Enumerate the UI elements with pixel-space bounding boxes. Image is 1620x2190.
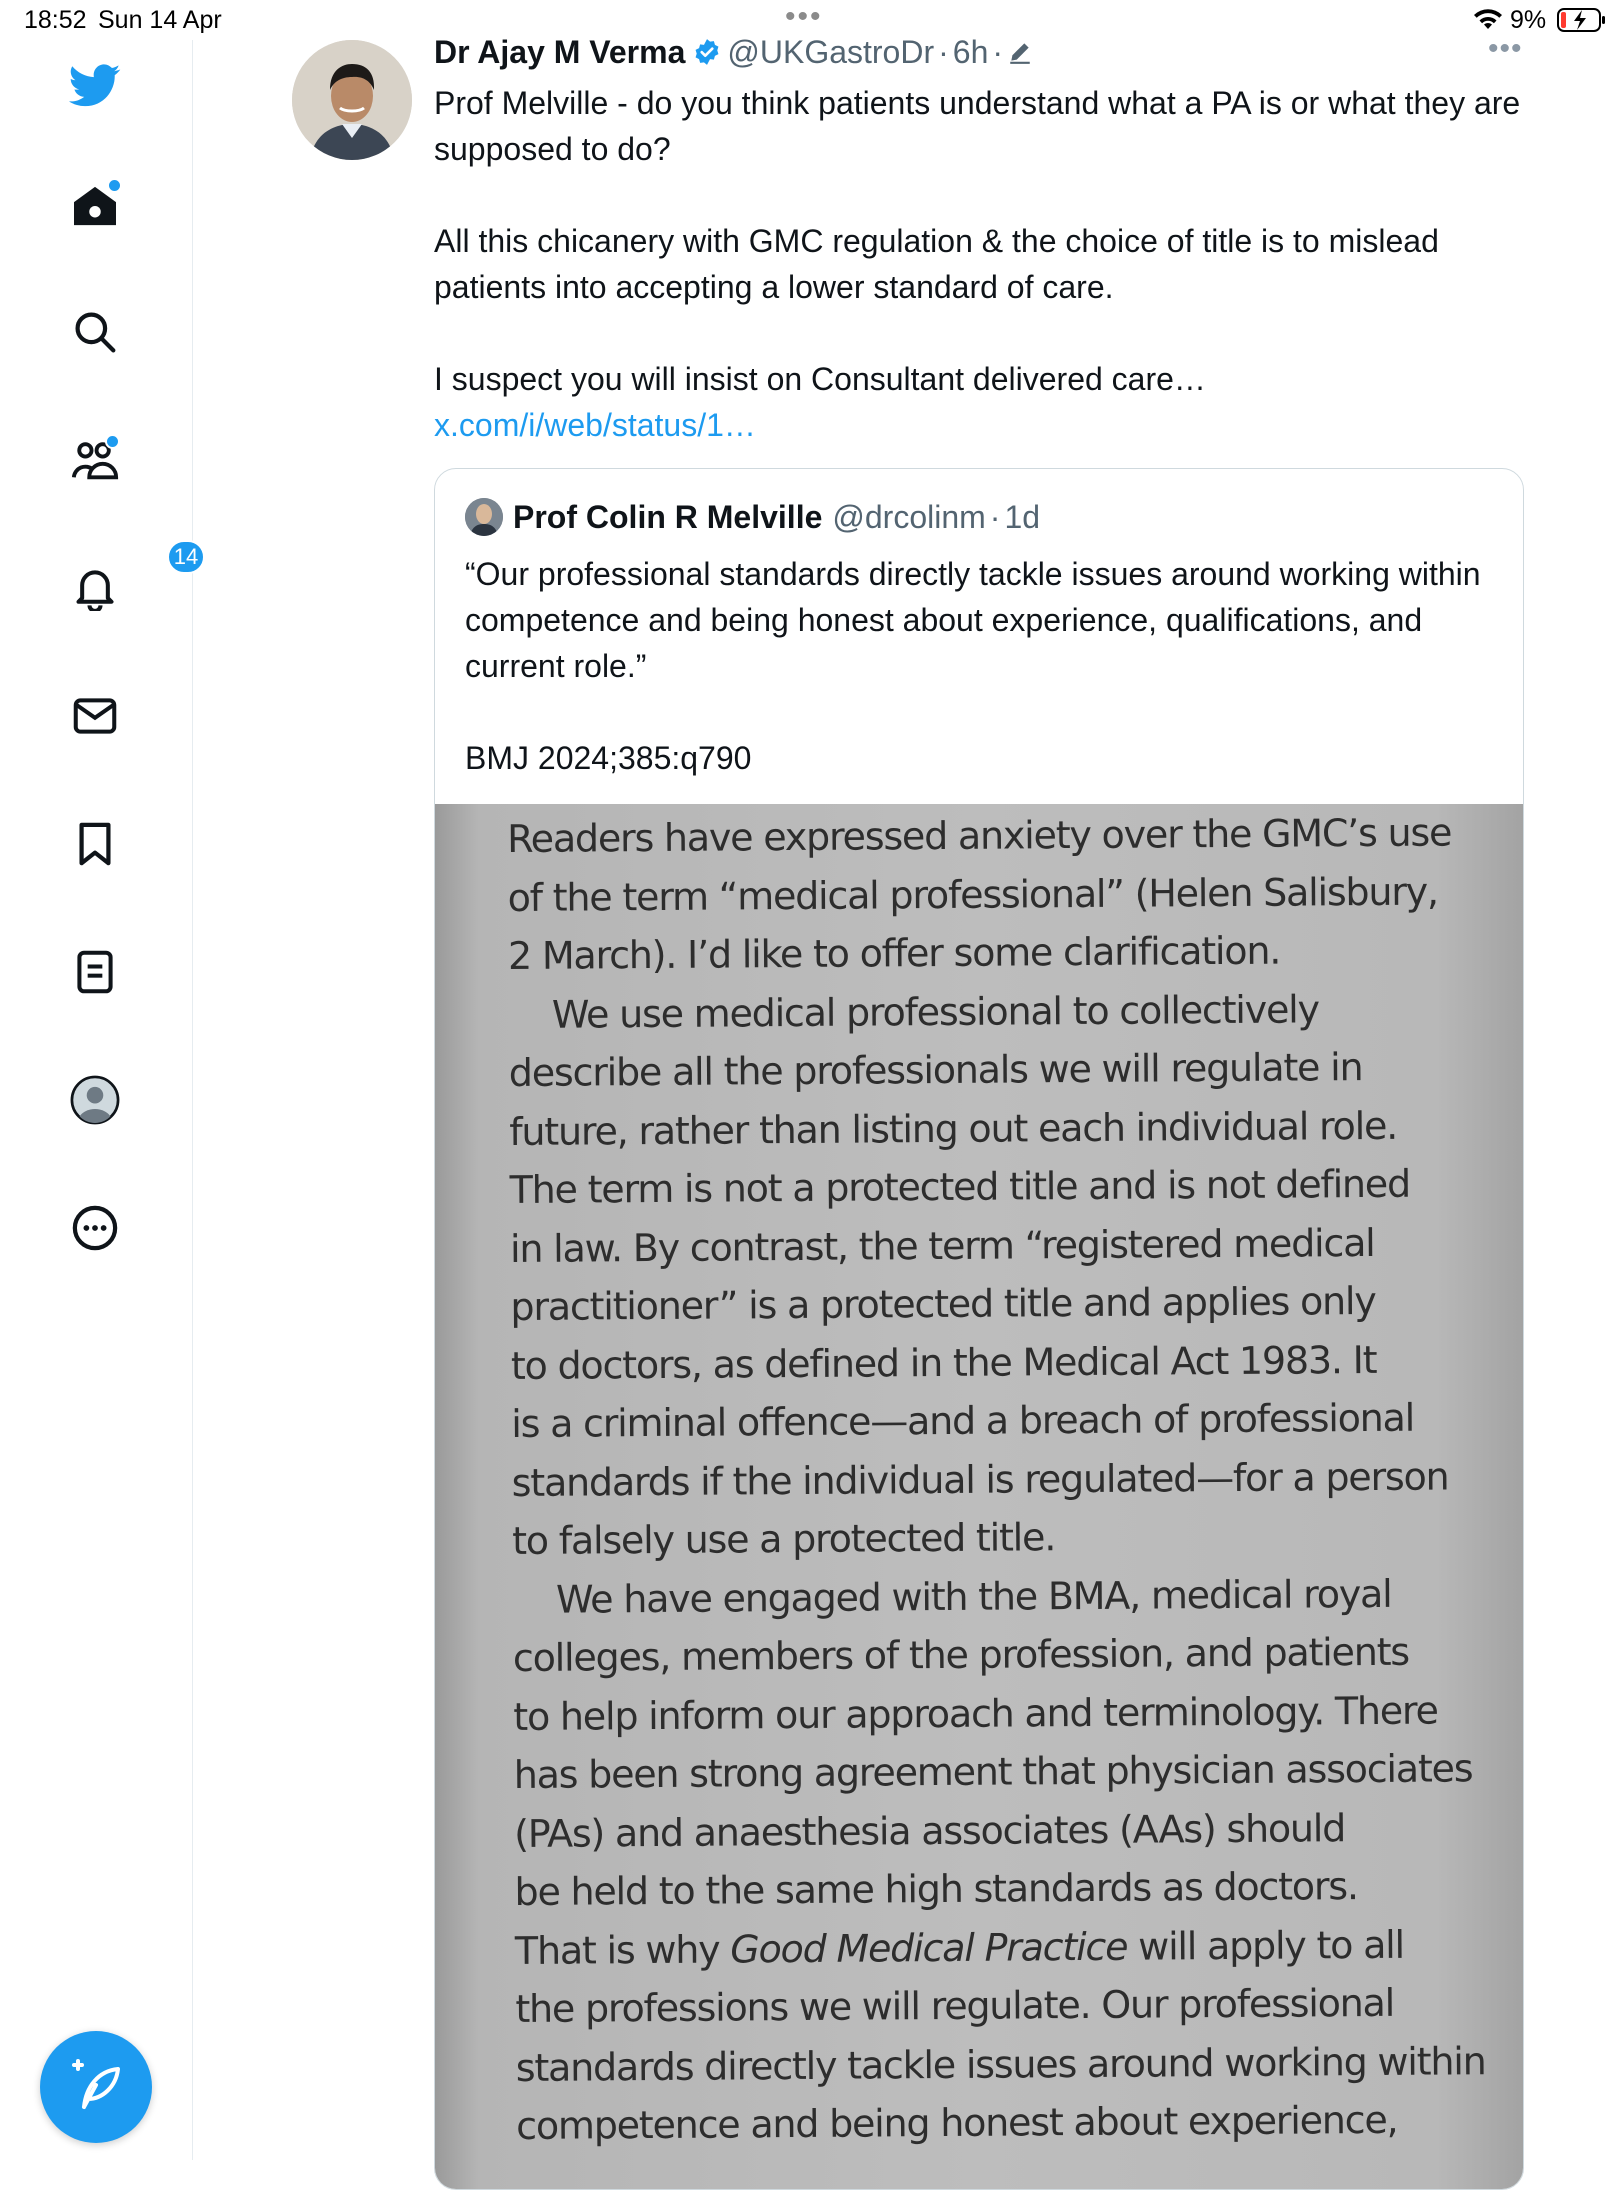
scan-line: to help inform our approach and terminology. There (513, 1688, 1438, 1739)
scan-line: describe all the professionals we will regulate in (508, 1045, 1363, 1095)
quote-author-name: Prof Colin R Melville (513, 498, 823, 535)
edited-pencil-icon[interactable] (1007, 39, 1033, 65)
quote-image-scanned-letter[interactable] (435, 804, 1523, 2190)
quote-author-avatar (465, 498, 503, 536)
home-notification-dot (107, 178, 122, 193)
bookmark-icon (77, 821, 113, 867)
quote-body (465, 551, 1495, 781)
compose-tweet-button[interactable] (40, 2031, 152, 2143)
quote-time: 1d (1004, 498, 1041, 535)
tweet-paragraph-text: I suspect you will insist on Consultant delivered care… (434, 361, 1206, 397)
tweet-paragraph: All this chicanery with GMC regulation & the choice of title is to mislead patients into accepting a lower standard of care. (434, 223, 1439, 305)
scan-line: standards directly tackle issues around working within (515, 2038, 1486, 2090)
author-handle[interactable]: @UKGastroDr (727, 33, 935, 70)
scan-line: is a criminal offence—and a breach of professional (511, 1395, 1415, 1446)
scan-line: to falsely use a protected title. (511, 1515, 1056, 1563)
author-name[interactable]: Dr Ajay M Verma (434, 33, 686, 70)
more-circle-icon (72, 1205, 118, 1251)
search-icon (73, 310, 117, 354)
more-options-icon[interactable]: ••• (1488, 32, 1523, 65)
scan-line: (PAs) and anaesthesia associates (AAs) should (513, 1805, 1346, 1856)
quote-citation: BMJ 2024;385:q790 (465, 740, 752, 776)
wifi-icon (1473, 8, 1503, 30)
battery-charging-icon (1557, 8, 1607, 32)
status-time: 18:52 (24, 6, 87, 34)
quote-text: “Our professional standards directly tackle issues around working within competence and being honest about experience, qualifications, and current role.” (465, 556, 1481, 684)
tweet-link[interactable]: x.com/i/web/status/1… (434, 407, 756, 443)
scan-line: to doctors, as defined in the Medical Act 1983. It (510, 1337, 1377, 1388)
scan-line (515, 1915, 1475, 1980)
verified-badge-icon (693, 38, 721, 66)
list-icon (76, 950, 114, 994)
scan-line: The term is not a protected title and is not defined (509, 1161, 1411, 1212)
sidebar-item-notifications[interactable] (67, 544, 199, 616)
sidebar-item-messages[interactable] (67, 688, 123, 744)
scan-line: colleges, members of the profession, and patients (512, 1629, 1410, 1680)
sidebar-nav (0, 40, 199, 2160)
compose-feather-icon (68, 2059, 124, 2115)
quote-separator: · (989, 498, 1001, 535)
scan-line: Readers have expressed anxiety over the GMC’s use (507, 810, 1452, 861)
scan-line: future, rather than listing out each individual role. (509, 1103, 1398, 1154)
header-separator: · (938, 33, 949, 70)
notifications-badge: 14 (167, 540, 205, 574)
tweet-time[interactable]: 6h (952, 33, 989, 70)
sidebar-item-lists[interactable] (67, 944, 123, 1000)
scan-line: of the term “medical professional” (Helen Salisbury, (507, 869, 1439, 920)
twitter-logo-icon[interactable] (67, 58, 123, 114)
quoted-tweet-card[interactable] (434, 468, 1524, 2190)
sidebar-item-bookmarks[interactable] (67, 816, 123, 872)
tweet-paragraph: Prof Melville - do you think patients understand what a PA is or what they are supposed to do? (434, 85, 1521, 167)
tweet-body (434, 80, 1534, 448)
sidebar-item-more[interactable] (67, 1200, 123, 1256)
scan-line: practitioner” is a protected title and applies only (510, 1278, 1376, 1329)
sidebar-item-communities[interactable] (67, 432, 123, 488)
scan-line: We use medical professional to collectively (508, 986, 1319, 1037)
profile-avatar-icon (70, 1075, 120, 1125)
scan-line-part: will apply to all (1127, 1922, 1405, 1969)
bell-icon (73, 565, 117, 611)
author-avatar[interactable] (292, 40, 412, 160)
scan-line-italic: Good Medical Practice (730, 1924, 1128, 1971)
scan-line-part: That is why (514, 1926, 731, 1973)
scan-line: the professions we will regulate. Our professional (515, 1980, 1395, 2031)
sidebar-item-profile[interactable] (67, 1072, 123, 1128)
tweet-header (434, 30, 1033, 74)
scan-line: 2 March). I’d like to offer some clarification. (507, 928, 1281, 978)
scanned-letter-text (507, 804, 1486, 2155)
multitasking-dots-icon[interactable]: ••• (785, 0, 823, 33)
header-separator: · (992, 33, 1004, 70)
scan-line: be held to the same high standards as doctors. (514, 1864, 1358, 1914)
scan-line: We have engaged with the BMA, medical royal (512, 1571, 1392, 1622)
scan-line: in law. By contrast, the term “registered medical (509, 1220, 1375, 1271)
battery-percent: 9% (1510, 6, 1547, 34)
quote-author-handle: @drcolinm (832, 498, 986, 535)
envelope-icon (73, 697, 117, 735)
scan-line: standards if the individual is regulated—for a person (511, 1453, 1449, 1505)
sidebar-item-home[interactable] (67, 178, 123, 234)
communities-notification-dot (105, 434, 120, 449)
quote-header (465, 495, 1040, 539)
scan-line: competence and being honest about experience, (516, 2097, 1398, 2148)
sidebar-item-explore[interactable] (67, 304, 123, 360)
tweet-paragraph (434, 356, 1534, 448)
status-date: Sun 14 Apr (98, 6, 222, 34)
scan-line: has been strong agreement that physician associates (513, 1746, 1473, 1797)
